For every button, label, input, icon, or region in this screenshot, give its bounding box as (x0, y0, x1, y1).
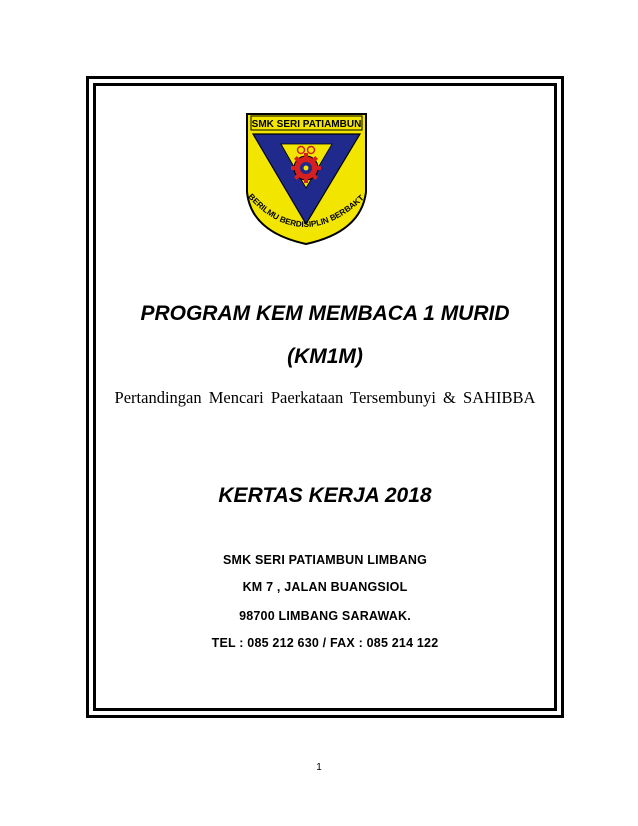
program-title: PROGRAM KEM MEMBACA 1 MURID (140, 302, 510, 325)
school-crest-logo (243, 106, 370, 246)
city-address: 98700 LIMBANG SARAWAK. (239, 609, 411, 623)
street-address: KM 7 , JALAN BUANGSIOL (242, 580, 408, 594)
program-abbreviation: (KM1M) (287, 345, 363, 368)
page-number: 1 (316, 762, 322, 773)
contact-info: TEL : 085 212 630 / FAX : 085 214 122 (211, 636, 439, 650)
logo-motto-text: BERILMU BERDISIPLIN BERBAKT (246, 192, 366, 230)
logo-banner-text: SMK SERI PATIAMBUN (251, 119, 362, 130)
school-name: SMK SERI PATIAMBUN LIMBANG (222, 553, 428, 567)
document-title: KERTAS KERJA 2018 (218, 484, 432, 507)
competition-subtitle: Pertandingan Mencari Paerkataan Tersembunyi & SAHIBBA (114, 388, 536, 407)
